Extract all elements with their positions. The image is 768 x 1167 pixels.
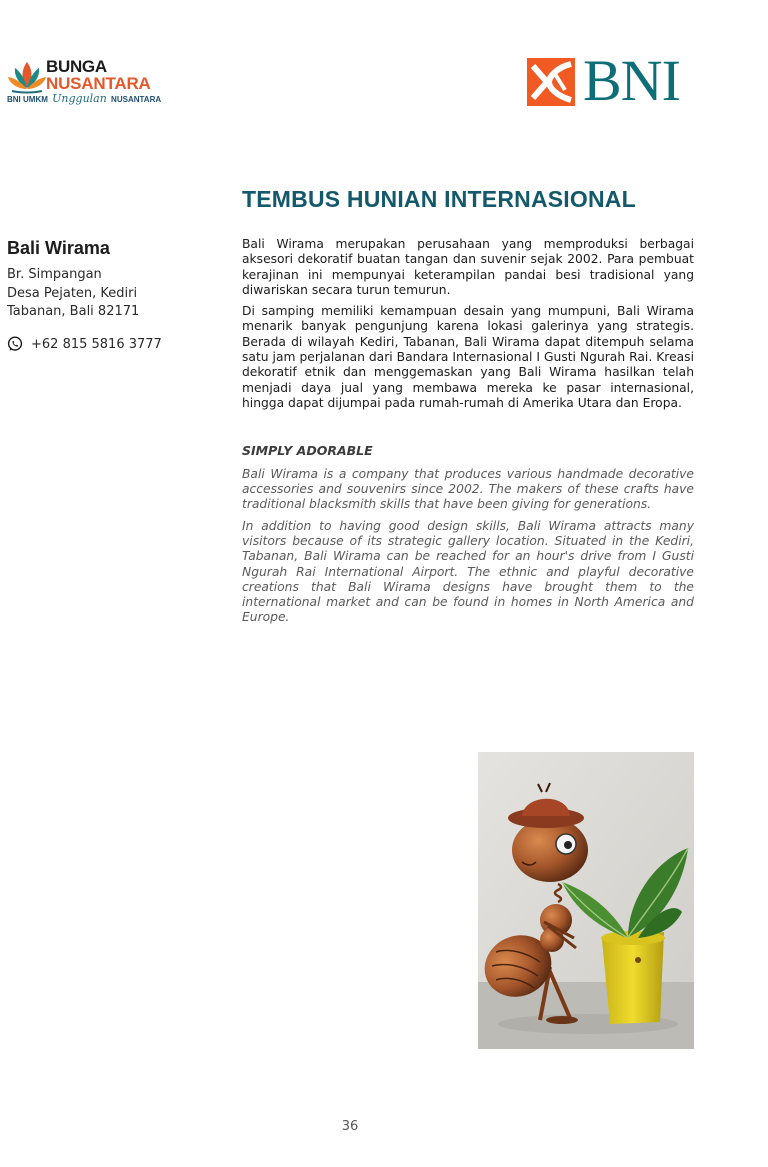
company-address xyxy=(7,266,139,322)
article-body-indonesian xyxy=(242,237,694,417)
logo-sub-suffix: NUSANTARA xyxy=(111,95,162,104)
phone-number: +62 815 5816 3777 xyxy=(31,336,162,352)
bni-logo xyxy=(527,48,697,113)
logo-line-2: NUSANTARA xyxy=(46,74,151,93)
paragraph: Bali Wirama is a company that produces various handmade decorative accessories and souvenirs since 2002. The makers of these crafts have traditional blacksmith skills that have been giving for generations. xyxy=(242,467,694,512)
bni-mark-icon xyxy=(527,58,575,106)
logo-sub-script: Unggulan xyxy=(52,92,107,105)
bunga-nusantara-logo xyxy=(6,58,166,112)
logo-line-1: BUNGA xyxy=(46,57,107,76)
company-name: Bali Wirama xyxy=(7,238,110,258)
logo-sub-prefix: BNI UMKM xyxy=(7,95,48,104)
page-number: 36 xyxy=(341,1119,359,1134)
logo-subtitle xyxy=(7,94,161,105)
phone-contact xyxy=(7,336,162,352)
english-subheading: SIMPLY ADORABLE xyxy=(242,443,373,458)
paragraph: Bali Wirama merupakan perusahaan yang memproduksi berbagai aksesori dekoratif buatan tangan dan suvenir sejak 2002. Para pembuat kerajinan ini mempunyai keterampilan pandai besi tradisional yang diwariskan secara turun temurun. xyxy=(242,237,694,297)
address-line: Br. Simpangan xyxy=(7,267,102,282)
ant-sculpture-image xyxy=(478,752,694,1049)
lotus-icon xyxy=(6,58,48,94)
paragraph: Di samping memiliki kemampuan desain yang mumpuni, Bali Wirama menarik banyak pengunjung karena lokasi galerinya yang strategis. Berada di wilayah Kediri, Tabanan, Bali Wirama dapat ditempuh selama satu jam perjalanan dari Bandara Internasional I Gusti Ngurah Rai. Kreasi dekoratif etnik dan menggemaskan yang Bali Wirama hasilkan telah menjadi daya jual yang membawa mereka ke pasar internasional, hingga dapat dijumpai pada rumah-rumah di Amerika Utara dan Eropa. xyxy=(242,304,694,410)
article-body-english xyxy=(242,467,694,632)
paragraph: In addition to having good design skills, Bali Wirama attracts many visitors because of its strategic gallery location. Situated in the Kediri, Tabanan, Bali Wirama can be reached for an hour's drive from I Gusti Ngurah Rai International Airport. The ethnic and playful decorative creations that Bali Wirama designs have brought them to the international market and can be found in homes in North America and Europe. xyxy=(242,519,694,624)
address-line: Tabanan, Bali 82171 xyxy=(7,304,140,319)
address-line: Desa Pejaten, Kediri xyxy=(7,285,138,301)
bni-wordmark: BNI xyxy=(583,48,680,113)
product-photo xyxy=(478,752,694,1049)
article-headline: TEMBUS HUNIAN INTERNASIONAL xyxy=(242,186,636,212)
whatsapp-icon xyxy=(7,336,23,352)
